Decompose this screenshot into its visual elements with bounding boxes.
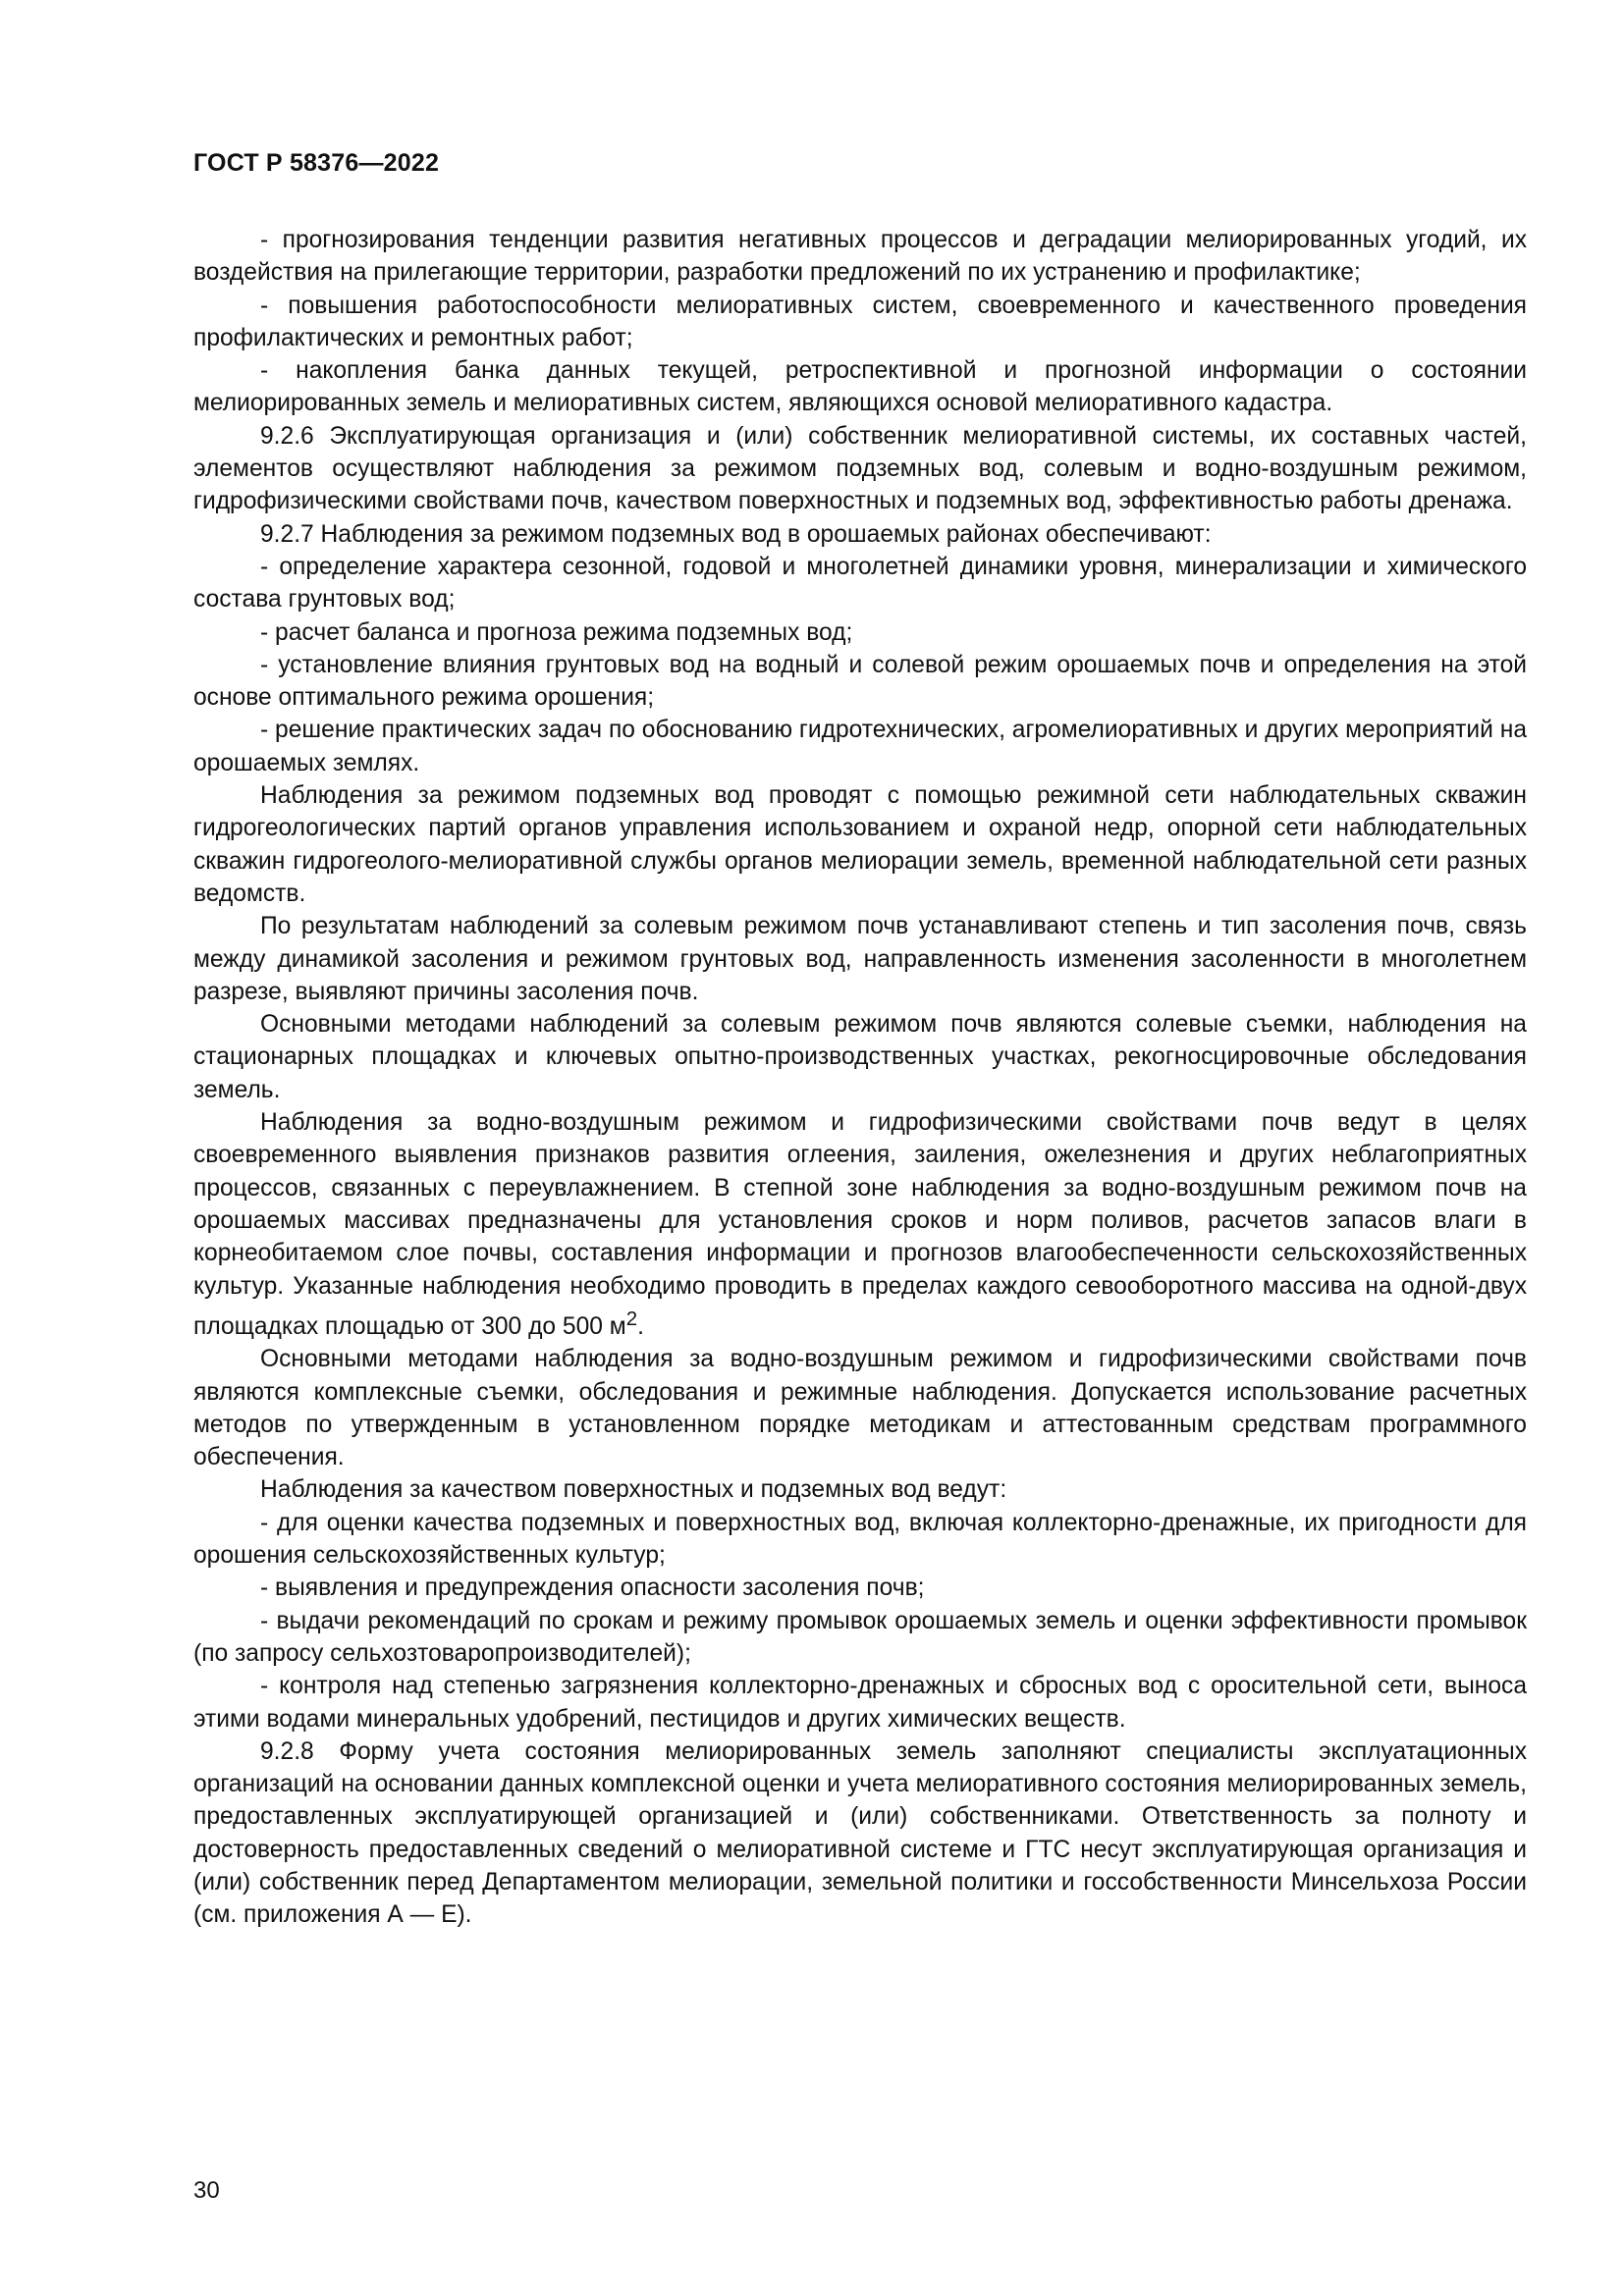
area-unit-superscript: 2: [625, 1307, 638, 1330]
paragraph: Наблюдения за режимом подземных вод проводят с помощью режимной сети наблюдательных скважин гидрогеологических партий органов управления использованием и охраной недр, опорной сети наблюдательных скважин гидрогеолого-мелиоративной службы органов мелиорации земель, временной наблюдательной сети разных ведомств.: [193, 782, 1527, 907]
paragraph: - расчет баланса и прогноза режима подземных вод;: [260, 618, 853, 646]
paragraph: - повышения работоспособности мелиоративных систем, своевременного и качественного проведения профилактических и ремонтных работ;: [193, 292, 1527, 351]
paragraph: - накопления банка данных текущей, ретроспективной и прогнозной информации о состоянии мелиорированных земель и мелиоративных систем, являющихся основой мелиоративного кадастра.: [193, 357, 1527, 417]
paragraph-text: Наблюдения за водно-воздушным режимом и гидрофизическими свойствами почв ведут в целях своевременного выявления признаков развития оглеения, заиления, ожелезнения и других неблагоприятных процессов, связанных с переувлажнением. В степной зоне наблюдения за водно-воздушным режимом почв на орошаемых массивах предназначены для установления сроков и норм поливов, расчетов запасов влаги в корнеобитаемом слое почвы, составления информации и прогнозов влагообеспеченности сельскохозяйственных культур. Указанные наблюдения необходимо проводить в пределах каждого севооборотного массива на одной-двух площадках площадью от 300 до 500 м: [193, 1109, 1527, 1340]
paragraph-end: .: [637, 1312, 644, 1340]
paragraph: Основными методами наблюдения за водно-воздушным режимом и гидрофизическими свойствами почв являются комплексные съемки, обследования и режимные наблюдения. Допускается использование расчетных методов по утвержденным в установленном порядке методикам и аттестованным средствам программного обеспечения.: [193, 1346, 1527, 1471]
document-body: [193, 224, 1527, 1932]
paragraph: - определение характера сезонной, годовой и многолетней динамики уровня, минерализации и химического состава грунтовых вод;: [193, 553, 1527, 614]
paragraph: - для оценки качества подземных и поверхностных вод, включая коллекторно-дренажные, их пригодности для орошения сельскохозяйственных культур;: [193, 1509, 1527, 1570]
paragraph: По результатам наблюдений за солевым режимом почв устанавливают степень и тип засоления почв, связь между динамикой засоления и режимом грунтовых вод, направленность изменения засоленности в многолетнем разрезе, выявляют причины засоления почв.: [193, 913, 1527, 1005]
paragraph: - прогнозирования тенденции развития негативных процессов и деградации мелиорированных угодий, их воздействия на прилегающие территории, разработки предложений по их устранению и профилактике;: [193, 227, 1527, 287]
paragraph: - решение практических задач по обоснованию гидротехнических, агромелиоративных и других мероприятий на орошаемых землях.: [193, 717, 1527, 776]
paragraph: Основными методами наблюдений за солевым режимом почв являются солевые съемки, наблюдения на стационарных площадках и ключевых опытно-производственных участках, рекогносцировочные обследования земель.: [193, 1011, 1527, 1103]
paragraph: 9.2.8 Форму учета состояния мелиорированных земель заполняют специалисты эксплуатационных организаций на основании данных комплексной оценки и учета мелиоративного состояния мелиорированных земель, предоставленных эксплуатирующей организацией и (или) собственниками. Ответственность за полноту и достоверность предоставленных сведений о мелиоративной системе и ГТС несут эксплуатирующая организация и (или) собственник перед Департаментом мелиорации, земельной политики и госсобственности Минсельхоза России (см. приложения А — Е).: [193, 1737, 1527, 1929]
page-number: 30: [193, 2177, 220, 2204]
paragraph: - контроля над степенью загрязнения коллекторно-дренажных и сбросных вод с оросительной сети, выноса этими водами минеральных удобрений, пестицидов и других химических веществ.: [193, 1673, 1527, 1733]
paragraph: 9.2.6 Эксплуатирующая организация и (или) собственник мелиоративной системы, их составных частей, элементов осуществляют наблюдения за режимом подземных вод, солевым и водно-воздушным режимом, гидрофизическими свойствами почв, качеством поверхностных и подземных вод, эффективностью работы дренажа.: [193, 422, 1527, 515]
document-header: ГОСТ Р 58376—2022: [193, 149, 440, 177]
paragraph: - выдачи рекомендаций по срокам и режиму промывок орошаемых земель и оценки эффективности промывок (по запросу сельхозтоваропроизводителей);: [193, 1607, 1527, 1667]
paragraph: - установление влияния грунтовых вод на водный и солевой режим орошаемых почв и определения на этой основе оптимального режима орошения;: [193, 651, 1527, 712]
paragraph: 9.2.7 Наблюдения за режимом подземных вод в орошаемых районах обеспечивают:: [260, 520, 1212, 548]
paragraph-with-superscript: [193, 1106, 1527, 1343]
paragraph: - выявления и предупреждения опасности засоления почв;: [260, 1575, 925, 1602]
paragraph: Наблюдения за качеством поверхностных и подземных вод ведут:: [260, 1476, 1007, 1504]
